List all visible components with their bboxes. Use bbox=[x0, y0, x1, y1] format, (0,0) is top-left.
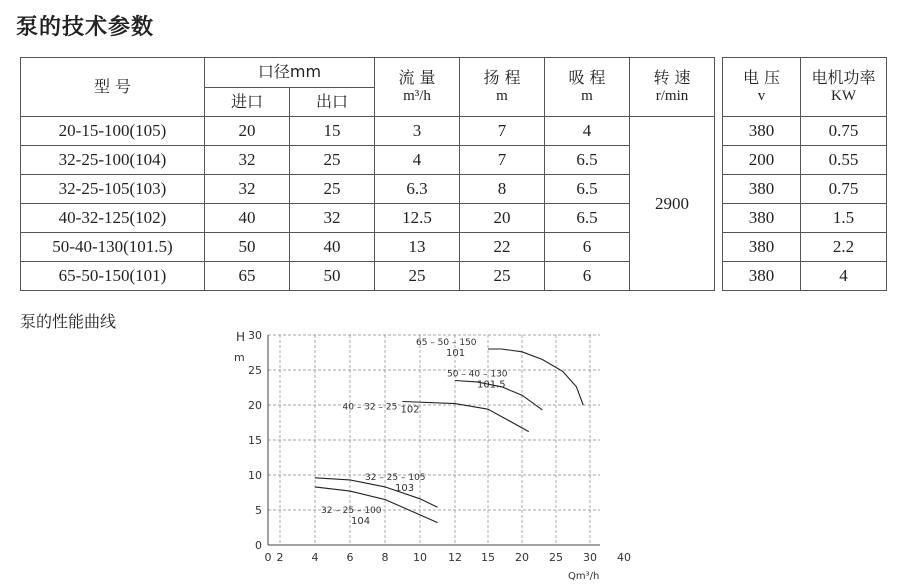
cell-model: 65-50-150(101) bbox=[21, 262, 205, 291]
page-title: 泵的技术参数 bbox=[16, 15, 155, 40]
table-row bbox=[21, 204, 887, 233]
x-tick-label: 25 bbox=[549, 551, 563, 564]
series-label-104: 32 – 25 – 100 bbox=[321, 505, 382, 516]
y-tick-label: 20 bbox=[248, 399, 262, 412]
table-row bbox=[21, 233, 887, 262]
cell-voltage: 200 bbox=[723, 146, 801, 175]
header-flow-label: 流 量 bbox=[398, 67, 436, 87]
cell-inlet: 65 bbox=[205, 262, 290, 291]
cell-flow: 25 bbox=[375, 262, 460, 291]
x-axis-label: Qm³/h bbox=[568, 571, 600, 582]
cell-power: 0.75 bbox=[801, 117, 887, 146]
performance-curve-chart bbox=[220, 325, 631, 585]
header-head bbox=[460, 58, 545, 117]
x-tick-label: 15 bbox=[481, 551, 495, 564]
cell-speed: 2900 bbox=[630, 117, 715, 291]
cell-head: 25 bbox=[460, 262, 545, 291]
x-tick-label: 30 bbox=[583, 551, 597, 564]
cell-power: 0.55 bbox=[801, 146, 887, 175]
table-row bbox=[21, 175, 887, 204]
x-tick-label: 4 bbox=[311, 551, 319, 564]
cell-power: 0.75 bbox=[801, 175, 887, 204]
header-speed-label: 转 速 bbox=[653, 67, 691, 87]
cell-model: 32-25-100(104) bbox=[21, 146, 205, 175]
cell-head: 7 bbox=[460, 146, 545, 175]
cell-head: 8 bbox=[460, 175, 545, 204]
header-outlet: 出口 bbox=[290, 88, 375, 117]
header-suction bbox=[545, 58, 630, 117]
header-inlet: 进口 bbox=[205, 88, 290, 117]
chart-ticks bbox=[248, 329, 631, 564]
cell-voltage: 380 bbox=[723, 204, 801, 233]
cell-power: 1.5 bbox=[801, 204, 887, 233]
cell-inlet: 32 bbox=[205, 146, 290, 175]
series-code-101.5: 101.5 bbox=[477, 379, 506, 391]
header-head-label: 扬 程 bbox=[483, 67, 521, 87]
cell-flow: 6.3 bbox=[375, 175, 460, 204]
header-suction-unit: m bbox=[581, 87, 593, 104]
table-row bbox=[21, 146, 887, 175]
cell-voltage: 380 bbox=[723, 175, 801, 204]
y-axis-label: H bbox=[236, 330, 246, 344]
header-flow-unit: m³/h bbox=[403, 87, 431, 104]
curve-section-title: 泵的性能曲线 bbox=[20, 312, 117, 331]
column-gap bbox=[715, 58, 723, 117]
cell-flow: 4 bbox=[375, 146, 460, 175]
x-tick-label: 6 bbox=[346, 551, 354, 564]
y-tick-label: 25 bbox=[248, 364, 262, 377]
cell-outlet: 25 bbox=[290, 175, 375, 204]
cell-outlet: 40 bbox=[290, 233, 375, 262]
chart-grid bbox=[268, 335, 600, 545]
series-line-102 bbox=[400, 402, 529, 432]
header-diameter: 口径mm bbox=[205, 58, 375, 88]
cell-suction: 6.5 bbox=[545, 146, 630, 175]
series-code-102: 102 bbox=[400, 404, 420, 416]
series-code-104: 104 bbox=[351, 515, 371, 527]
header-power bbox=[801, 58, 887, 117]
header-voltage-label: 电 压 bbox=[742, 67, 781, 87]
cell-suction: 6 bbox=[545, 233, 630, 262]
y-tick-label: 10 bbox=[248, 469, 262, 482]
cell-voltage: 380 bbox=[723, 117, 801, 146]
cell-power: 2.2 bbox=[801, 233, 887, 262]
y-tick-label: 15 bbox=[248, 434, 262, 447]
cell-outlet: 25 bbox=[290, 146, 375, 175]
cell-suction: 6 bbox=[545, 262, 630, 291]
header-model: 型 号 bbox=[21, 58, 205, 117]
spec-table bbox=[20, 57, 887, 291]
series-code-103: 103 bbox=[395, 482, 415, 494]
cell-inlet: 50 bbox=[205, 233, 290, 262]
x-tick-label: 2 bbox=[276, 551, 284, 564]
cell-voltage: 380 bbox=[723, 233, 801, 262]
header-flow bbox=[375, 58, 460, 117]
cell-model: 40-32-125(102) bbox=[21, 204, 205, 233]
x-tick-label: 20 bbox=[515, 551, 529, 564]
cell-power: 4 bbox=[801, 262, 887, 291]
chart-series-labels bbox=[321, 338, 508, 527]
x-tick-label: 8 bbox=[381, 551, 389, 564]
cell-inlet: 40 bbox=[205, 204, 290, 233]
cell-voltage: 380 bbox=[723, 262, 801, 291]
x-tick-label: 0 bbox=[264, 551, 272, 564]
x-tick-label: 10 bbox=[413, 551, 427, 564]
cell-outlet: 50 bbox=[290, 262, 375, 291]
header-speed-unit: r/min bbox=[655, 87, 689, 104]
series-label-103: 32 – 25 – 105 bbox=[365, 472, 426, 483]
y-tick-label: 30 bbox=[248, 329, 262, 342]
header-voltage bbox=[723, 58, 801, 117]
cell-suction: 4 bbox=[545, 117, 630, 146]
table-row bbox=[21, 262, 887, 291]
cell-head: 22 bbox=[460, 233, 545, 262]
x-tick-label: 12 bbox=[448, 551, 462, 564]
cell-flow: 3 bbox=[375, 117, 460, 146]
table-row bbox=[21, 117, 887, 146]
cell-outlet: 32 bbox=[290, 204, 375, 233]
header-speed bbox=[630, 58, 715, 117]
series-label-102: 40 – 32 – 25 bbox=[342, 402, 398, 413]
cell-inlet: 32 bbox=[205, 175, 290, 204]
header-power-label: 电机功率 bbox=[811, 67, 876, 87]
cell-outlet: 15 bbox=[290, 117, 375, 146]
cell-head: 7 bbox=[460, 117, 545, 146]
cell-model: 50-40-130(101.5) bbox=[21, 233, 205, 262]
header-voltage-unit: v bbox=[757, 87, 766, 104]
cell-flow: 13 bbox=[375, 233, 460, 262]
header-power-unit: KW bbox=[831, 87, 856, 104]
cell-model: 20-15-100(105) bbox=[21, 117, 205, 146]
series-label-101.5: 50 – 40 – 130 bbox=[447, 369, 508, 380]
header-suction-label: 吸 程 bbox=[568, 67, 606, 87]
cell-inlet: 20 bbox=[205, 117, 290, 146]
cell-flow: 12.5 bbox=[375, 204, 460, 233]
series-line-104 bbox=[315, 487, 438, 523]
cell-head: 20 bbox=[460, 204, 545, 233]
series-label-101: 65 – 50 – 150 bbox=[416, 338, 477, 348]
y-tick-label: 5 bbox=[255, 504, 262, 517]
cell-suction: 6.5 bbox=[545, 204, 630, 233]
cell-suction: 6.5 bbox=[545, 175, 630, 204]
x-tick-label: 40 bbox=[617, 551, 631, 564]
y-tick-label: 0 bbox=[255, 539, 262, 552]
y-axis-unit: m bbox=[234, 351, 245, 364]
header-head-unit: m bbox=[496, 87, 508, 104]
column-gap bbox=[715, 117, 723, 291]
cell-model: 32-25-105(103) bbox=[21, 175, 205, 204]
series-code-101: 101 bbox=[446, 348, 466, 359]
